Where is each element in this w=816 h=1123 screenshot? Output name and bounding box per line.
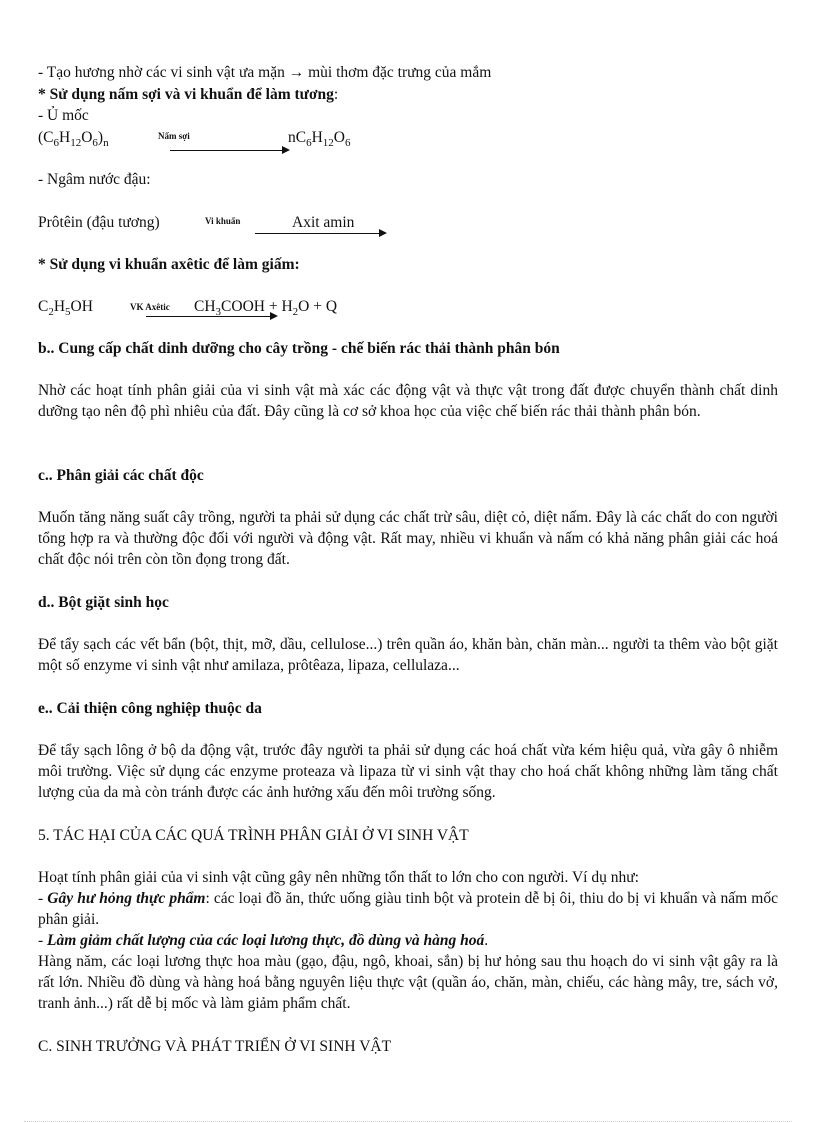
page-bottom-divider [24,1121,792,1122]
item-2-bold: Làm giảm chất lượng của các loại lương thực, đồ dùng và hàng hoá [47,932,485,949]
eq1-left-h: n [103,137,109,149]
eq2-catalyst-label: Vi khuẩn [205,216,241,226]
eq3-right-b: 3 [215,306,222,318]
section-d-title: d.. Bột giặt sinh học [38,594,169,611]
eq1-left [38,127,109,148]
line-soak-beans: - Ngâm nước đậu: [38,171,151,188]
eq3-left-c: H [53,298,66,315]
eq2-right: Axit amin [292,214,355,231]
eq3-left-b: 2 [48,306,54,318]
eq1-right-f: 6 [345,137,351,149]
section-5-intro: Hoạt tính phân giải của vi sinh vật cũng gây nên những tổn thất to lớn cho con người. Ví dụ như: [38,869,639,886]
eq2-arrow [255,233,385,234]
eq1-left-f: 6 [92,137,98,149]
eq3-right-a: CH [194,298,216,315]
eq1-right-e: O [333,129,345,146]
eq1-left-c: H [59,129,71,146]
item-2-prefix: - [38,932,48,949]
eq1-right-a: nC [288,129,307,146]
eq1-left-d: 12 [70,137,82,149]
eq1-catalyst-label: Nấm sợi [158,131,190,141]
section-b-title: b.. Cung cấp chất dinh dưỡng cho cây trồng - chế biến rác thải thành phân bón [38,340,560,357]
section-c-text: Muốn tăng năng suất cây trồng, người ta phải sử dụng các chất trừ sâu, diệt cỏ, diệt nấm. Đây là các chất do con người tổng hợp ra và thường độc đối với người và động vật. Rất may, nhiều vi khuẩn và nấm có khả năng phân giải các hoá chất độc nói trên còn tồn đọng trong đất. [38,509,778,568]
eq3-left-d: 5 [65,306,71,318]
eq1-left-b: 6 [53,137,59,149]
section-5-text: Hàng năm, các loại lương thực hoa màu (gạo, đậu, ngô, khoai, sắn) bị hư hỏng sau thu hoạch do vi sinh vật gây ra là rất lớn. Nhiều đồ dùng và hàng hoá bằng nguyên liệu thực vật (quần áo, chăn, màn, chiếu, các hàng mây, tre, sách vở, tranh ảnh...) rất dễ bị mốc và làm giảm phẩm chất. [38,953,778,1012]
section-5-item-quality-loss [38,930,778,951]
section-c-big-title: C. SINH TRƯỞNG VÀ PHÁT TRIỂN Ở VI SINH VẬT [38,1038,392,1055]
heading-soy-sauce-text: * Sử dụng nấm sợi và vi khuẩn để làm tương [38,86,334,103]
eq1-right-d: 12 [322,137,334,149]
item-1-bold: Gây hư hỏng thực phẩm [47,890,206,907]
section-5-body [38,867,778,1014]
eq1-right-b: 6 [306,137,312,149]
eq3-right [194,296,337,317]
eq3-left-a: C [38,298,49,315]
eq1-left-e: O [81,129,93,146]
section-e-title: e.. Cải thiện công nghiệp thuộc da [38,700,262,717]
eq3-right-d: 2 [292,306,299,318]
heading-soy-sauce-colon: : [333,86,339,103]
eq1-left-a: (C [38,129,54,146]
item-1-rest: : các loại đồ ăn, thức uống giàu tinh bột và protein dễ bị ôi, thiu do bị vi khuẩn và nấm mốc phân giải. [38,890,778,928]
section-b-text: Nhờ các hoạt tính phân giải của vi sinh vật mà xác các động vật và thực vật trong đất được chuyển thành chất dinh dưỡng tạo nên độ phì nhiêu của đất. Đây cũng là cơ sở khoa học của việc chế biến rác thải thành phân bón. [38,382,778,420]
eq1-right [288,127,351,148]
eq3-right-e: O + Q [298,298,338,315]
eq3-left-e: OH [70,298,93,315]
item-2-rest: . [484,932,489,949]
eq3-left [38,296,93,317]
section-5-title: 5. TÁC HẠI CỦA CÁC QUÁ TRÌNH PHÂN GIẢI Ở VI SINH VẬT [38,827,469,844]
eq1-right-c: H [311,129,323,146]
eq3-catalyst-label: VK Axêtic [130,302,170,312]
section-e-text: Để tẩy sạch lông ở bộ da động vật, trước đây người ta phải sử dụng các hoá chất vừa kém hiệu quả, vừa gây ô nhiễm môi trường. Việc sử dụng các enzyme proteaza và lipaza từ vi sinh vật thay cho hoá chất không những làm tăng chất lượng của da mà còn tránh được các ảnh hưởng xấu đến môi trường sống. [38,742,778,801]
item-1-prefix: - [38,890,48,907]
line-molding: - Ủ mốc [38,107,89,124]
section-c-title: c.. Phân giải các chất độc [38,467,204,484]
section-5-item-food-spoilage [38,888,778,930]
line-fermented-fish: - Tạo hương nhờ các vi sinh vật ưa mặn → mùi thơm đặc trưng của mắm [38,64,492,81]
eq1-left-g: ) [97,129,104,146]
heading-vinegar: * Sử dụng vi khuẩn axêtic để làm giấm: [38,256,300,273]
eq1-arrow [170,150,288,151]
eq3-right-c: COOH + H [221,298,293,315]
eq2-left: Prôtêin (đậu tương) [38,214,160,231]
section-d-text: Để tẩy sạch các vết bẩn (bột, thịt, mỡ, dầu, cellulose...) trên quần áo, khăn bàn, chăn màn... người ta thêm vào bột giặt một số enzyme vi sinh vật như amilaza, prôtêaza, lipaza, cellulaza... [38,636,778,674]
heading-soy-sauce [38,84,338,105]
